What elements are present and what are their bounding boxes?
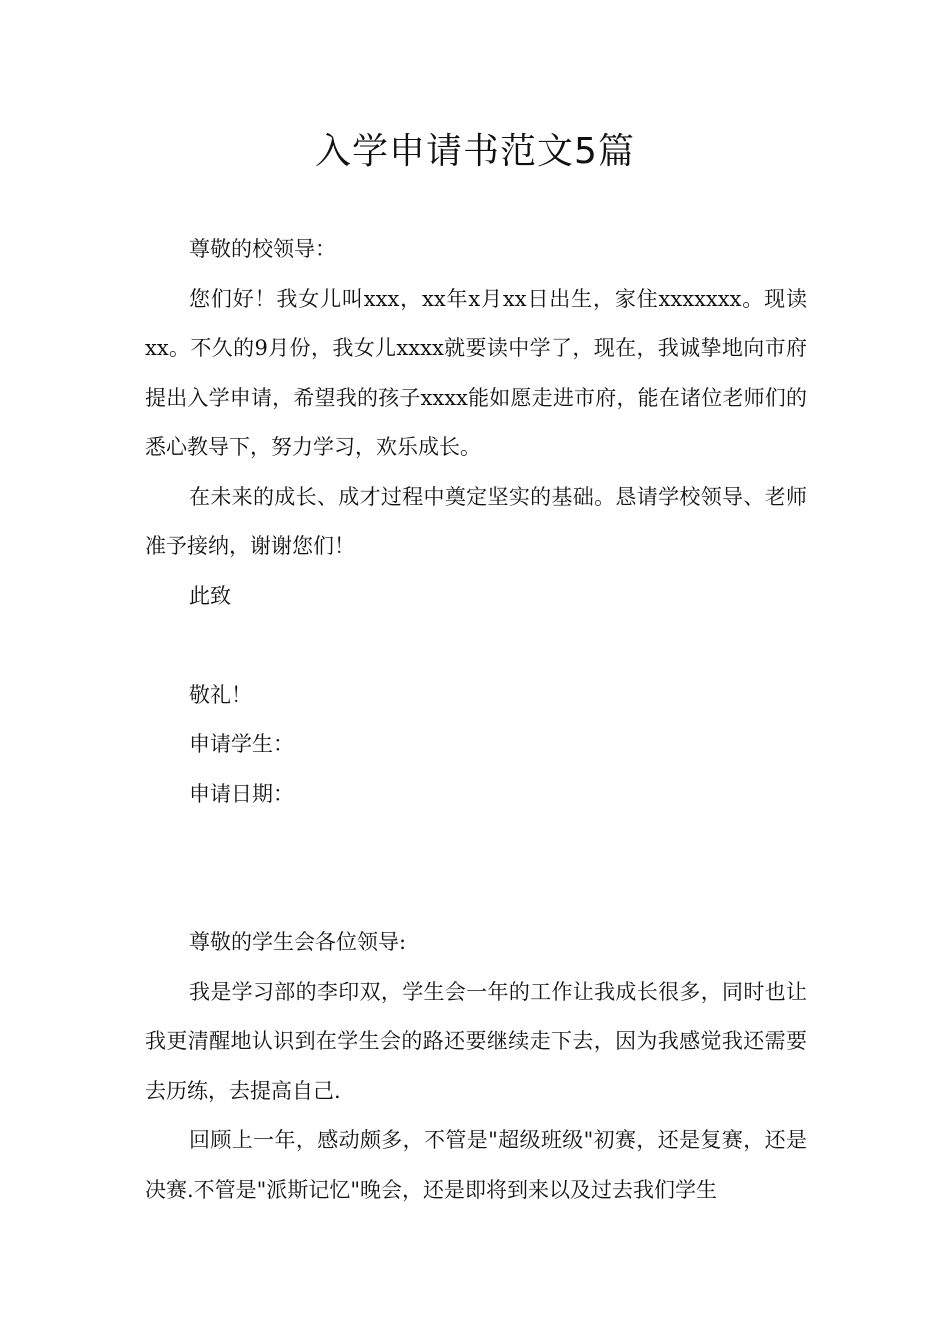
letter2-paragraph-1: 我是学习部的李印双，学生会一年的工作让我成长很多，同时也让我更清醒地认识到在学生会的路还要继续走下去，因为我感觉我还需要去历练，去提高自己.	[145, 979, 807, 1103]
letter1-date-label: 申请日期：	[189, 781, 294, 806]
blank-line	[145, 621, 807, 671]
letter2-salutation: 尊敬的学生会各位领导:	[189, 930, 407, 954]
letter-separator	[145, 819, 807, 918]
letter1-paragraph-2: 在未来的成长、成才过程中奠定坚实的基础。恳请学校领导、老师准予接纳，谢谢您们！	[145, 484, 807, 558]
document-body	[145, 225, 807, 1215]
letter1-salutation: 尊敬的校领导：	[189, 237, 336, 261]
letter1-applicant-label: 申请学生：	[189, 732, 294, 756]
letter1-closing: 此致	[189, 583, 231, 608]
letter2-paragraph-2: 回顾上一年，感动颇多，不管是"超级班级"初赛，还是复赛，还是决赛.不管是"派斯记忆"晚会，还是即将到来以及过去我们学生	[145, 1128, 807, 1202]
document-title: 入学申请书范文5篇	[315, 131, 635, 172]
letter1-regards: 敬礼！	[189, 682, 252, 707]
letter1-paragraph-1: 您们好！我女儿叫xxx，xx年x月xx日出生，家住xxxxxxx。现读xx。不久的9月份，我女儿xxxx就要读中学了，现在，我诚挚地向市府提出入学申请，希望我的孩子xxxx能如愿走进市府，能在诸位老师们的悉心教导下，努力学习，欢乐成长。	[145, 286, 807, 459]
